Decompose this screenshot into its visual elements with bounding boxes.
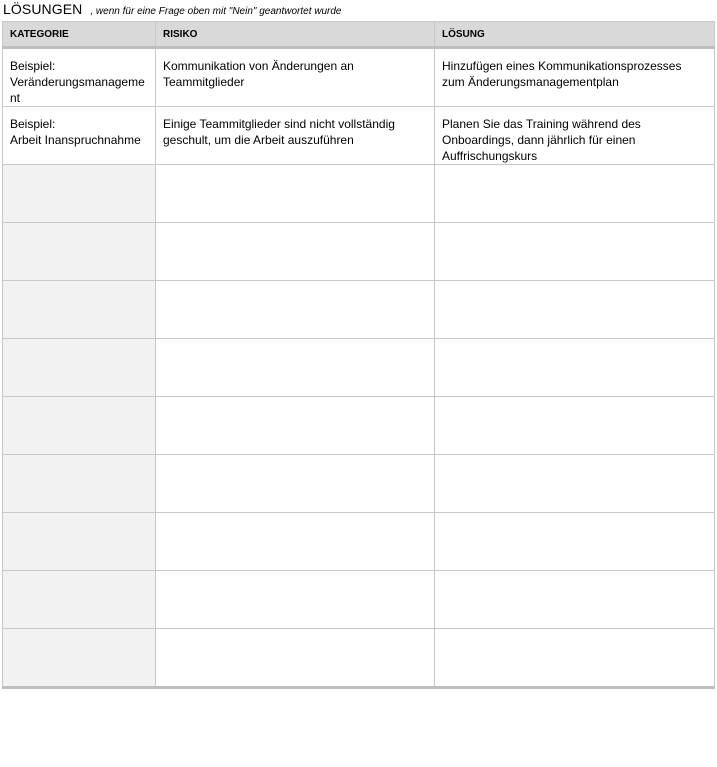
solution-cell[interactable]: Hinzufügen eines Kommunikationsprozesses zum Änderungsmanagementplan — [435, 48, 715, 107]
solution-cell[interactable] — [435, 165, 715, 223]
table-row — [3, 339, 715, 397]
table-header-row — [3, 22, 715, 48]
solution-cell[interactable] — [435, 339, 715, 397]
table-row — [3, 107, 715, 165]
risk-cell[interactable] — [156, 571, 435, 629]
risk-cell[interactable] — [156, 455, 435, 513]
solution-cell[interactable] — [435, 397, 715, 455]
table-row — [3, 513, 715, 571]
risk-cell[interactable] — [156, 339, 435, 397]
category-cell[interactable] — [3, 513, 156, 571]
solution-cell[interactable] — [435, 455, 715, 513]
risk-cell[interactable] — [156, 397, 435, 455]
category-cell[interactable] — [3, 281, 156, 339]
risk-cell[interactable] — [156, 165, 435, 223]
section-title: LÖSUNGEN — [3, 1, 83, 17]
header-risk: RISIKO — [156, 22, 435, 48]
solution-cell[interactable] — [435, 571, 715, 629]
category-cell[interactable]: Beispiel: Veränderungsmanagement — [3, 48, 156, 107]
solution-cell[interactable] — [435, 223, 715, 281]
category-cell[interactable] — [3, 339, 156, 397]
category-label: Beispiel: — [10, 117, 56, 131]
risk-cell[interactable] — [156, 513, 435, 571]
table-row — [3, 629, 715, 688]
section-note: , wenn für eine Frage oben mit "Nein" geantwortet wurde — [90, 6, 342, 17]
risk-cell[interactable] — [156, 629, 435, 688]
solutions-table — [2, 21, 715, 689]
header-solution: LÖSUNG — [435, 22, 715, 48]
category-cell[interactable] — [3, 455, 156, 513]
table-row — [3, 397, 715, 455]
solution-cell[interactable] — [435, 513, 715, 571]
solution-cell[interactable] — [435, 629, 715, 688]
table-row — [3, 165, 715, 223]
risk-cell[interactable]: Einige Teammitglieder sind nicht vollständig geschult, um die Arbeit auszuführen — [156, 107, 435, 165]
table-row — [3, 571, 715, 629]
section-heading — [3, 1, 342, 21]
category-cell[interactable] — [3, 397, 156, 455]
solution-cell[interactable]: Planen Sie das Training während des Onboardings, dann jährlich für einen Auffrischungskurs — [435, 107, 715, 165]
category-cell[interactable] — [3, 165, 156, 223]
table-row — [3, 223, 715, 281]
category-cell[interactable] — [3, 107, 156, 165]
risk-cell[interactable] — [156, 281, 435, 339]
risk-cell[interactable] — [156, 223, 435, 281]
category-cell[interactable] — [3, 629, 156, 688]
table-row — [3, 48, 715, 107]
solution-cell[interactable] — [435, 281, 715, 339]
category-cell[interactable] — [3, 223, 156, 281]
header-category: KATEGORIE — [3, 22, 156, 48]
category-value: Arbeit Inanspruchnahme — [10, 133, 141, 147]
table-row — [3, 455, 715, 513]
table-row — [3, 281, 715, 339]
risk-cell[interactable]: Kommunikation von Änderungen an Teammitglieder — [156, 48, 435, 107]
category-cell[interactable] — [3, 571, 156, 629]
